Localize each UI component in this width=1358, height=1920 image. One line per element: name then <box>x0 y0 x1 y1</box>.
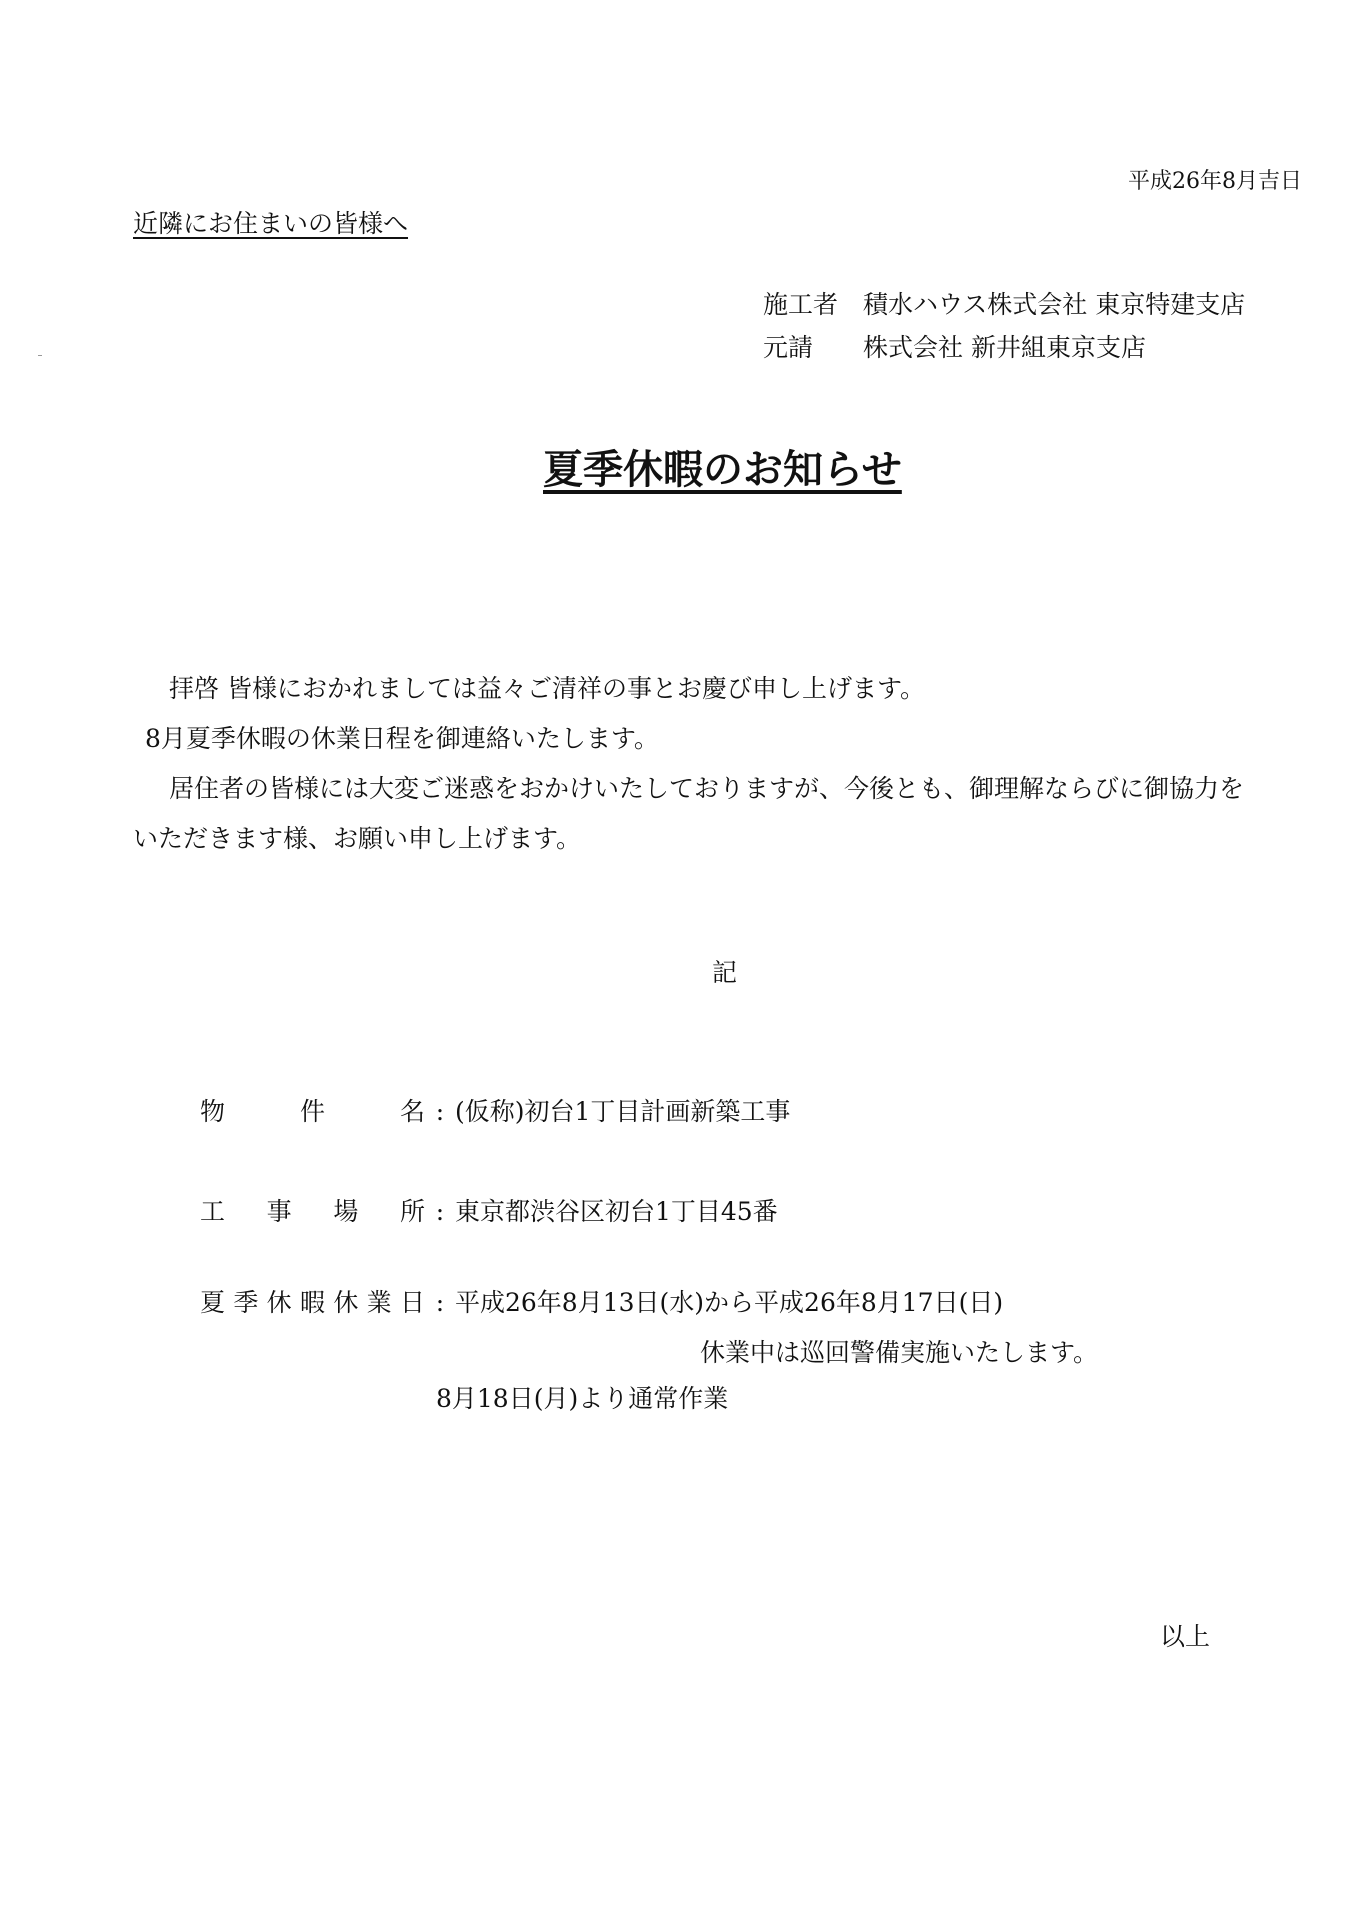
detail-label: 工事場所 <box>200 1197 425 1226</box>
ki-heading: 記 <box>712 958 738 987</box>
closing-word: 以上 <box>1160 1622 1211 1651</box>
detail-label: 夏季休暇休業日 <box>200 1288 425 1317</box>
detail-label: 物件名 <box>200 1097 425 1126</box>
scan-artifact <box>38 355 42 356</box>
sender-name: 積水ハウス株式会社 東京特建支店 <box>863 290 1246 319</box>
sender-row-prime <box>763 326 1245 369</box>
sender-role: 施工者 <box>763 290 839 319</box>
detail-row-site <box>200 1192 778 1228</box>
sender-row-contractor <box>763 283 1245 326</box>
detail-row-holiday <box>200 1283 1003 1319</box>
detail-separator: : <box>435 1197 445 1226</box>
detail-row-property <box>200 1092 790 1128</box>
document-title: 夏季休暇のお知らせ <box>543 446 902 493</box>
detail-separator: : <box>435 1288 445 1317</box>
sender-name: 株式会社 新井組東京支店 <box>863 333 1146 362</box>
sender-role: 元請 <box>763 333 814 362</box>
resume-note: 8月18日(月)より通常作業 <box>436 1384 729 1413</box>
apology-paragraph: 居住者の皆様には大変ご迷惑をおかけいたしておりますが、今後とも、御理解ならびに御協力をいただきます様、お願い申し上げます。 <box>133 774 1245 853</box>
sender-block <box>763 283 1245 369</box>
recipient-line: 近隣にお住まいの皆様へ <box>133 209 409 238</box>
detail-separator: : <box>435 1097 445 1126</box>
detail-value: 東京都渋谷区初台1丁目45番 <box>455 1197 778 1226</box>
detail-value: (仮称)初台1丁目計画新築工事 <box>455 1097 791 1126</box>
issue-date: 平成26年8月吉日 <box>1128 169 1302 194</box>
detail-value: 平成26年8月13日(水)から平成26年8月17日(日) <box>455 1288 1004 1317</box>
patrol-note: 休業中は巡回警備実施いたします。 <box>700 1338 1099 1367</box>
schedule-paragraph: 8月夏季休暇の休業日程を御連絡いたします。 <box>145 724 659 753</box>
body-text <box>133 664 1263 864</box>
greeting-paragraph: 拝啓 皆様におかれましては益々ご清祥の事とお慶び申し上げます。 <box>169 674 925 703</box>
